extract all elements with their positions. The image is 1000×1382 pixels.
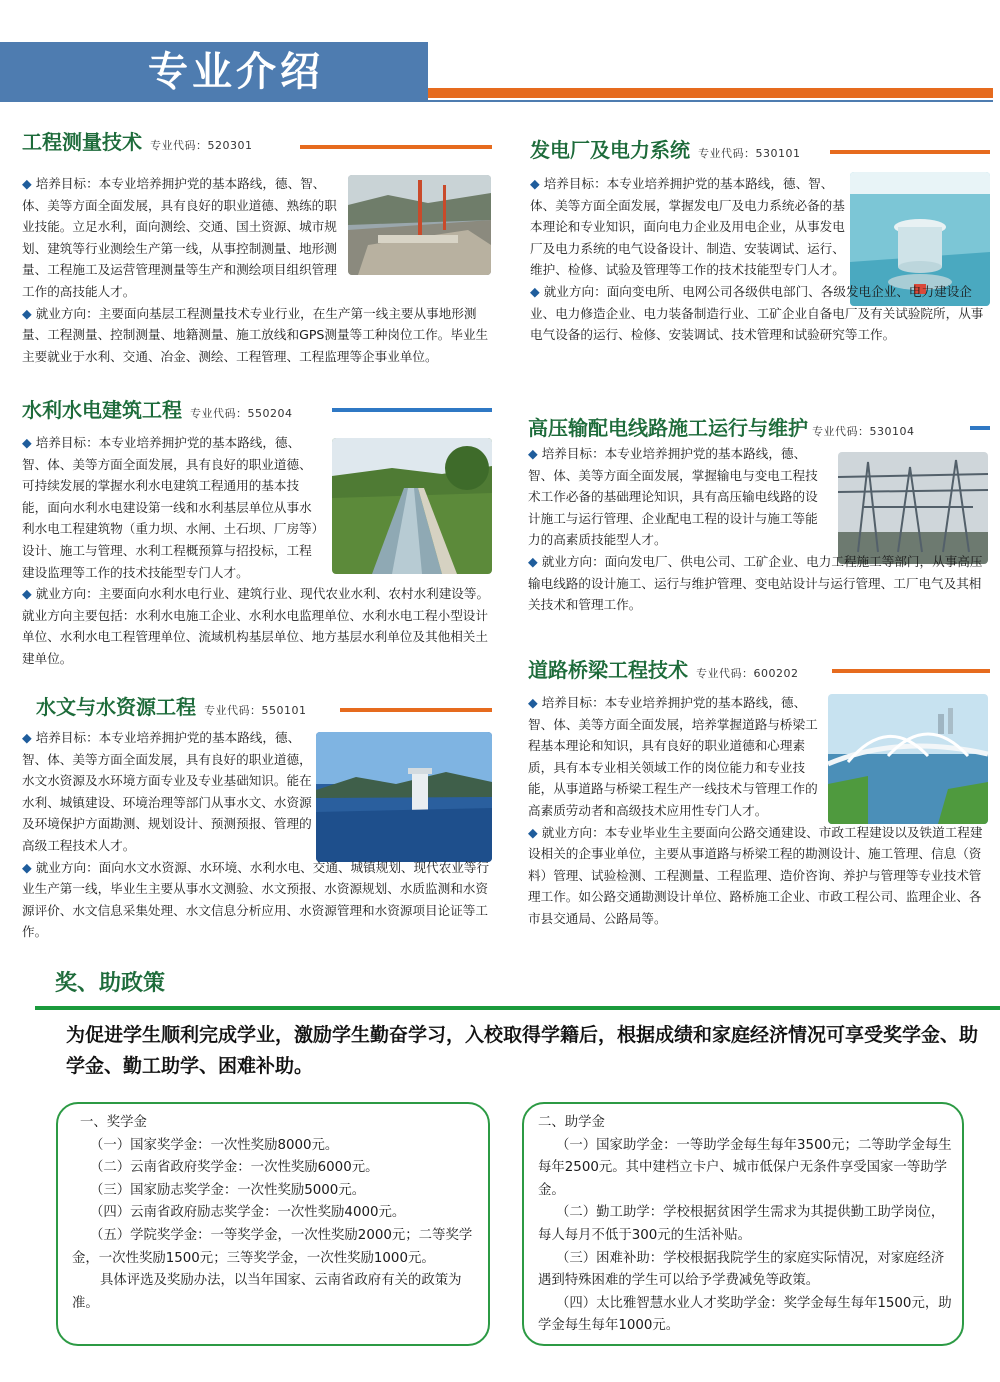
grant-item: （一）国家助学金：一等助学金每生每年3500元；二等助学金每生每年2500元。其中建档立卡户、城市低保户无条件享受国家一等助学金。 — [538, 1137, 952, 1198]
power-body: ◆ 培养目标：本专业培养拥护党的基本路线，德、智、体、美等方面全面发展，掌握发电厂及电力系统必备的基本理论和专业知识，面向电力企业及用电企业，从事发电厂及电力系统的电气设备设计、制造、安装调试、运行、维护、检修、试验及管理等工作的技术技能型专门人才。 ◆ 就业方向：面向变电所、电网公司各级供电部门、各级发电企业、电力建设企业、电力修造企业、电力装备制造行业、工矿企业自备电厂及有关试验院所，从事电气设备的运行、检修、安装调试、技术管理和试验研究等工作。 — [530, 176, 984, 343]
section-water-heading — [36, 693, 307, 725]
program-name: 水文与水资源工程 — [36, 695, 196, 719]
program-name: 道路桥梁工程技术 — [528, 658, 688, 682]
header-blue-rule — [0, 100, 993, 102]
scholarship-item: （一）国家奖学金：一次性奖励8000元。 — [90, 1137, 339, 1153]
section-rule — [300, 145, 492, 149]
program-code: 专业代码：530104 — [812, 425, 915, 438]
scholarship-rule — [35, 1006, 1000, 1010]
section-rule — [970, 426, 990, 430]
page-title: 专业介绍 — [148, 49, 324, 95]
scholarship-item: （二）云南省政府奖学金：一次性奖励6000元。 — [90, 1160, 379, 1176]
section-hv-heading — [528, 414, 915, 446]
scholarship-item: （五）学院奖学金：一等奖学金，一次性奖励2000元；二等奖学金，一次性奖励1500元；三等奖学金，一次性奖励1000元。 — [72, 1227, 473, 1266]
section-rule — [340, 708, 492, 712]
grant-item: （二）勤工助学：学校根据贫困学生需求为其提供勤工助学岗位，每人每月不低于300元的生活补贴。 — [538, 1205, 945, 1243]
scholarship-item: （四）云南省政府励志奖学金：一次性奖励4000元。 — [90, 1205, 406, 1221]
program-jobs: 就业方向：主要面向水利水电行业、建筑行业、现代农业水利、农村水利建设等。就业方向主要包括：水利水电施工企业、水利水电监理单位、水利水电工程小型设计单位、水利水电工程管理单位、流域机构基层单位、地方基层水利单位及其他相关土建单位。 — [22, 586, 490, 666]
header-orange-rule — [428, 88, 993, 98]
program-jobs: 就业方向：主要面向基层工程测量技术专业行业，在生产第一线主要从事地形测量、工程测量、控制测量、地籍测量、施工放线和GPS测量等工种岗位工作。毕业生主要就业于水利、交通、冶金、测绘、工程管理、工程监理等企事业单位。 — [22, 305, 489, 364]
grant-item: （四）太比雅智慧水业人才奖助学金：奖学金每生每年1500元，助学金每生每年1000元。 — [538, 1295, 952, 1334]
grant-item: （三）困难补助：学校根据我院学生的家庭实际情况，对家庭经济遇到特殊困难的学生可以给予学费减免等政策。 — [538, 1250, 945, 1289]
section-road-heading — [528, 656, 799, 688]
program-goal: 培养目标：本专业培养拥护党的基本路线，德、智、体、美等方面全面发展，具有良好的职业道德、熟练的职业技能。立足水利，面向测绘、交通、国土资源、城市规划、建筑等行业测绘生产第一线，从事控制测量、地形测量、工程施工及运营管理测量等生产和测绘项目组织管理工作的高技能人才。 — [22, 176, 337, 299]
program-goal: 培养目标：本专业培养拥护党的基本路线，德、智、体、美等方面全面发展，具有良好的职业道德、可持续发展的掌握水利水电建筑工程通用的基本技能，面向水利水电建设第一线和水利基层单位从事水利水电工程建筑物（重力坝、水闸、土石坝、厂房等）设计、施工与管理、水利工程概预算与招投标，工程建设监理等工作的技术技能型专门人才。 — [22, 435, 318, 580]
hv-body: ◆ 培养目标：本专业培养拥护党的基本路线，德、智、体、美等方面全面发展，掌握输电与变电工程技术工作必备的基础理论知识，具有高压输电线路的设计施工与运行管理、企业配电工程的设计与施工等能力的高素质技能型人才。 ◆ 就业方向：面向发电厂、供电公司、工矿企业、电力工程施工等部门，从事高压输电线路的设计施工、运行与维护管理、变电站设计与运行管理、工厂电气及其相关技术和管理工作。 — [528, 446, 983, 613]
program-jobs: 就业方向：面向变电所、电网公司各级供电部门、各级发电企业、电力建设企业、电力修造企业、电力装备制造行业、工矿企业自备电厂及有关试验院所，从事电气设备的运行、检修、安装调试、技术管理和试验研究等工作。 — [530, 283, 984, 343]
section-rule — [832, 669, 990, 673]
program-goal: 培养目标：本专业培养拥护党的基本路线，德、智、体、美等方面全面发展，具有良好的职业道德，水文水资源及水环境方面专业及专业基础知识。能在水利、城镇建设、环境治理等部门从事水文、水资源及环境保护方面勘测、规划设计、预测预报、管理的高级工程技术人才。 — [22, 730, 312, 853]
program-code: 专业代码：550204 — [190, 407, 293, 420]
program-goal: 培养目标：本专业培养拥护党的基本路线，德、智、体、美等方面全面发展，掌握输电与变电工程技术工作必备的基础理论知识，具有高压输电线路的设计施工与运行管理、企业配电工程的设计与施工等能力的高素质技能型人才。 — [528, 446, 818, 548]
program-jobs: 就业方向：本专业毕业生主要面向公路交通建设、市政工程建设以及铁道工程建设相关的企事业单位，主要从事道路与桥梁工程的勘测设计、施工管理、信息（资料）管理、试验检测、工程测量、工程监理、造价咨询、养护与管理等专业技术管理工作。如公路交通勘测设计单位、路桥施工企业、市政工程公司、监理企业、各市县交通局、公路局等。 — [528, 824, 983, 926]
road-body: ◆ 培养目标：本专业培养拥护党的基本路线，德、智、体、美等方面全面发展，培养掌握道路与桥梁工程基本理论和知识，具有良好的职业道德和心理素质，具有本专业相关领域工作的岗位能力和专业技能，从事道路与桥梁工程生产一线技术与管理工作的高素质劳动者和高级技术应用性专门人才。 ◆ 就业方向：本专业毕业生主要面向公路交通建设、市政工程建设以及铁道工程建设相关的企事业单位，主要从事道路与桥梁工程的勘测设计、施工管理、信息（资料）管理、试验检测、工程测量、工程监理、造价咨询、养护与管理等专业技术管理工作。如公路交通勘测设计单位、路桥施工企业、市政工程公司、监理企业、各市县交通局、公路局等。 — [528, 695, 983, 926]
program-name: 发电厂及电力系统 — [530, 138, 690, 162]
section-hydro-heading — [22, 396, 293, 428]
program-code: 专业代码：530101 — [698, 147, 801, 160]
box-heading: 一、奖学金 — [80, 1115, 147, 1130]
scholarship-note: 具体评选及奖励办法，以当年国家、云南省政府有关的政策为准。 — [72, 1273, 462, 1311]
program-code: 专业代码：550101 — [204, 704, 307, 717]
section-rule — [332, 408, 492, 412]
scholarship-box-text — [72, 1112, 476, 1315]
hydro-body: ◆ 培养目标：本专业培养拥护党的基本路线，德、智、体、美等方面全面发展，具有良好的职业道德、可持续发展的掌握水利水电建筑工程通用的基本技能，面向水利水电建设第一线和水利基层单位从事水利水电工程建筑物（重力坝、水闸、土石坝、厂房等）设计、施工与管理、水利工程概预算与招投标，工程建设监理等工作的技术技能型专门人才。 ◆ 就业方向：主要面向水利水电行业、建筑行业、现代农业水利、农村水利建设等。就业方向主要包括：水利水电施工企业、水利水电监理单位、水利水电工程小型设计单位、水利水电工程管理单位、流域机构基层单位、地方基层水利单位及其他相关土建单位。 — [22, 435, 490, 666]
grant-box — [522, 1102, 964, 1346]
program-code: 专业代码：600202 — [696, 667, 799, 680]
section-power-heading — [530, 136, 801, 168]
program-name: 高压输配电线路施工运行与维护 — [528, 416, 808, 440]
water-body: ◆ 培养目标：本专业培养拥护党的基本路线，德、智、体、美等方面全面发展，具有良好的职业道德，水文水资源及水环境方面专业及专业基础知识。能在水利、城镇建设、环境治理等部门从事水文、水资源及环境保护方面勘测、规划设计、预测预报、管理的高级工程技术人才。 ◆ 就业方向：面向水文水资源、水环境、水利水电、交通、城镇规划、现代农业等行业生产第一线，毕业生主要从事水文测验、水文预报、水资源规划、水质监测和水资源评价、水文信息采集处理、水文信息分析应用、水资源管理和水资源项目论证等工作。 — [22, 730, 490, 940]
program-jobs: 就业方向：面向水文水资源、水环境、水利水电、交通、城镇规划、现代农业等行业生产第一线，毕业生主要从事水文测验、水文预报、水资源规划、水质监测和水资源评价、水文信息采集处理、水文信息分析应用、水资源管理和水资源项目论证等工作。 — [22, 859, 490, 940]
program-name: 工程测量技术 — [22, 130, 142, 154]
section-rule — [830, 150, 990, 154]
program-goal: 培养目标：本专业培养拥护党的基本路线，德、智、体、美等方面全面发展，培养掌握道路与桥梁工程基本理论和知识，具有良好的职业道德和心理素质，具有本专业相关领域工作的岗位能力和专业技能，从事道路与桥梁工程生产一线技术与管理工作的高素质劳动者和高级技术应用性专门人才。 — [528, 695, 818, 818]
program-name: 水利水电建筑工程 — [22, 398, 182, 422]
section-survey-heading — [22, 128, 253, 160]
scholarship-title: 奖、助政策 — [55, 970, 166, 996]
box-heading: 二、助学金 — [538, 1115, 605, 1130]
survey-body: ◆ 培养目标：本专业培养拥护党的基本路线，德、智、体、美等方面全面发展，具有良好的职业道德、熟练的职业技能。立足水利，面向测绘、交通、国土资源、城市规划、建筑等行业测绘生产第一线，从事控制测量、地形测量、工程施工及运营管理测量等生产和测绘项目组织管理工作的高技能人才。 ◆ 就业方向：主要面向基层工程测量技术专业行业，在生产第一线主要从事地形测量、工程测量、控制测量、地籍测量、施工放线和GPS测量等工种岗位工作。毕业生主要就业于水利、交通、冶金、测绘、工程管理、工程监理等企事业单位。 — [22, 176, 489, 364]
program-code: 专业代码：520301 — [150, 139, 253, 152]
scholarship-item: （三）国家励志奖学金：一次性奖励5000元。 — [90, 1182, 366, 1198]
grant-box-text — [538, 1112, 952, 1338]
program-goal: 培养目标：本专业培养拥护党的基本路线，德、智、体、美等方面全面发展，掌握发电厂及电力系统必备的基本理论和专业知识，面向电力企业及用电企业，从事发电厂及电力系统的电气设备设计、制造、安装调试、运行、维护、检修、试验及管理等工作的技术技能型专门人才。 — [530, 176, 845, 278]
program-jobs: 就业方向：面向发电厂、供电公司、工矿企业、电力工程施工等部门，从事高压输电线路的设计施工、运行与维护管理、变电站设计与运行管理、工厂电气及其相关技术和管理工作。 — [528, 553, 983, 613]
scholarship-intro: 为促进学生顺利完成学业，激励学生勤奋学习，入校取得学籍后，根据成绩和家庭经济情况可享受奖学金、助学金、勤工助学、困难补助。 — [66, 1024, 979, 1077]
scholarship-box — [56, 1102, 490, 1346]
